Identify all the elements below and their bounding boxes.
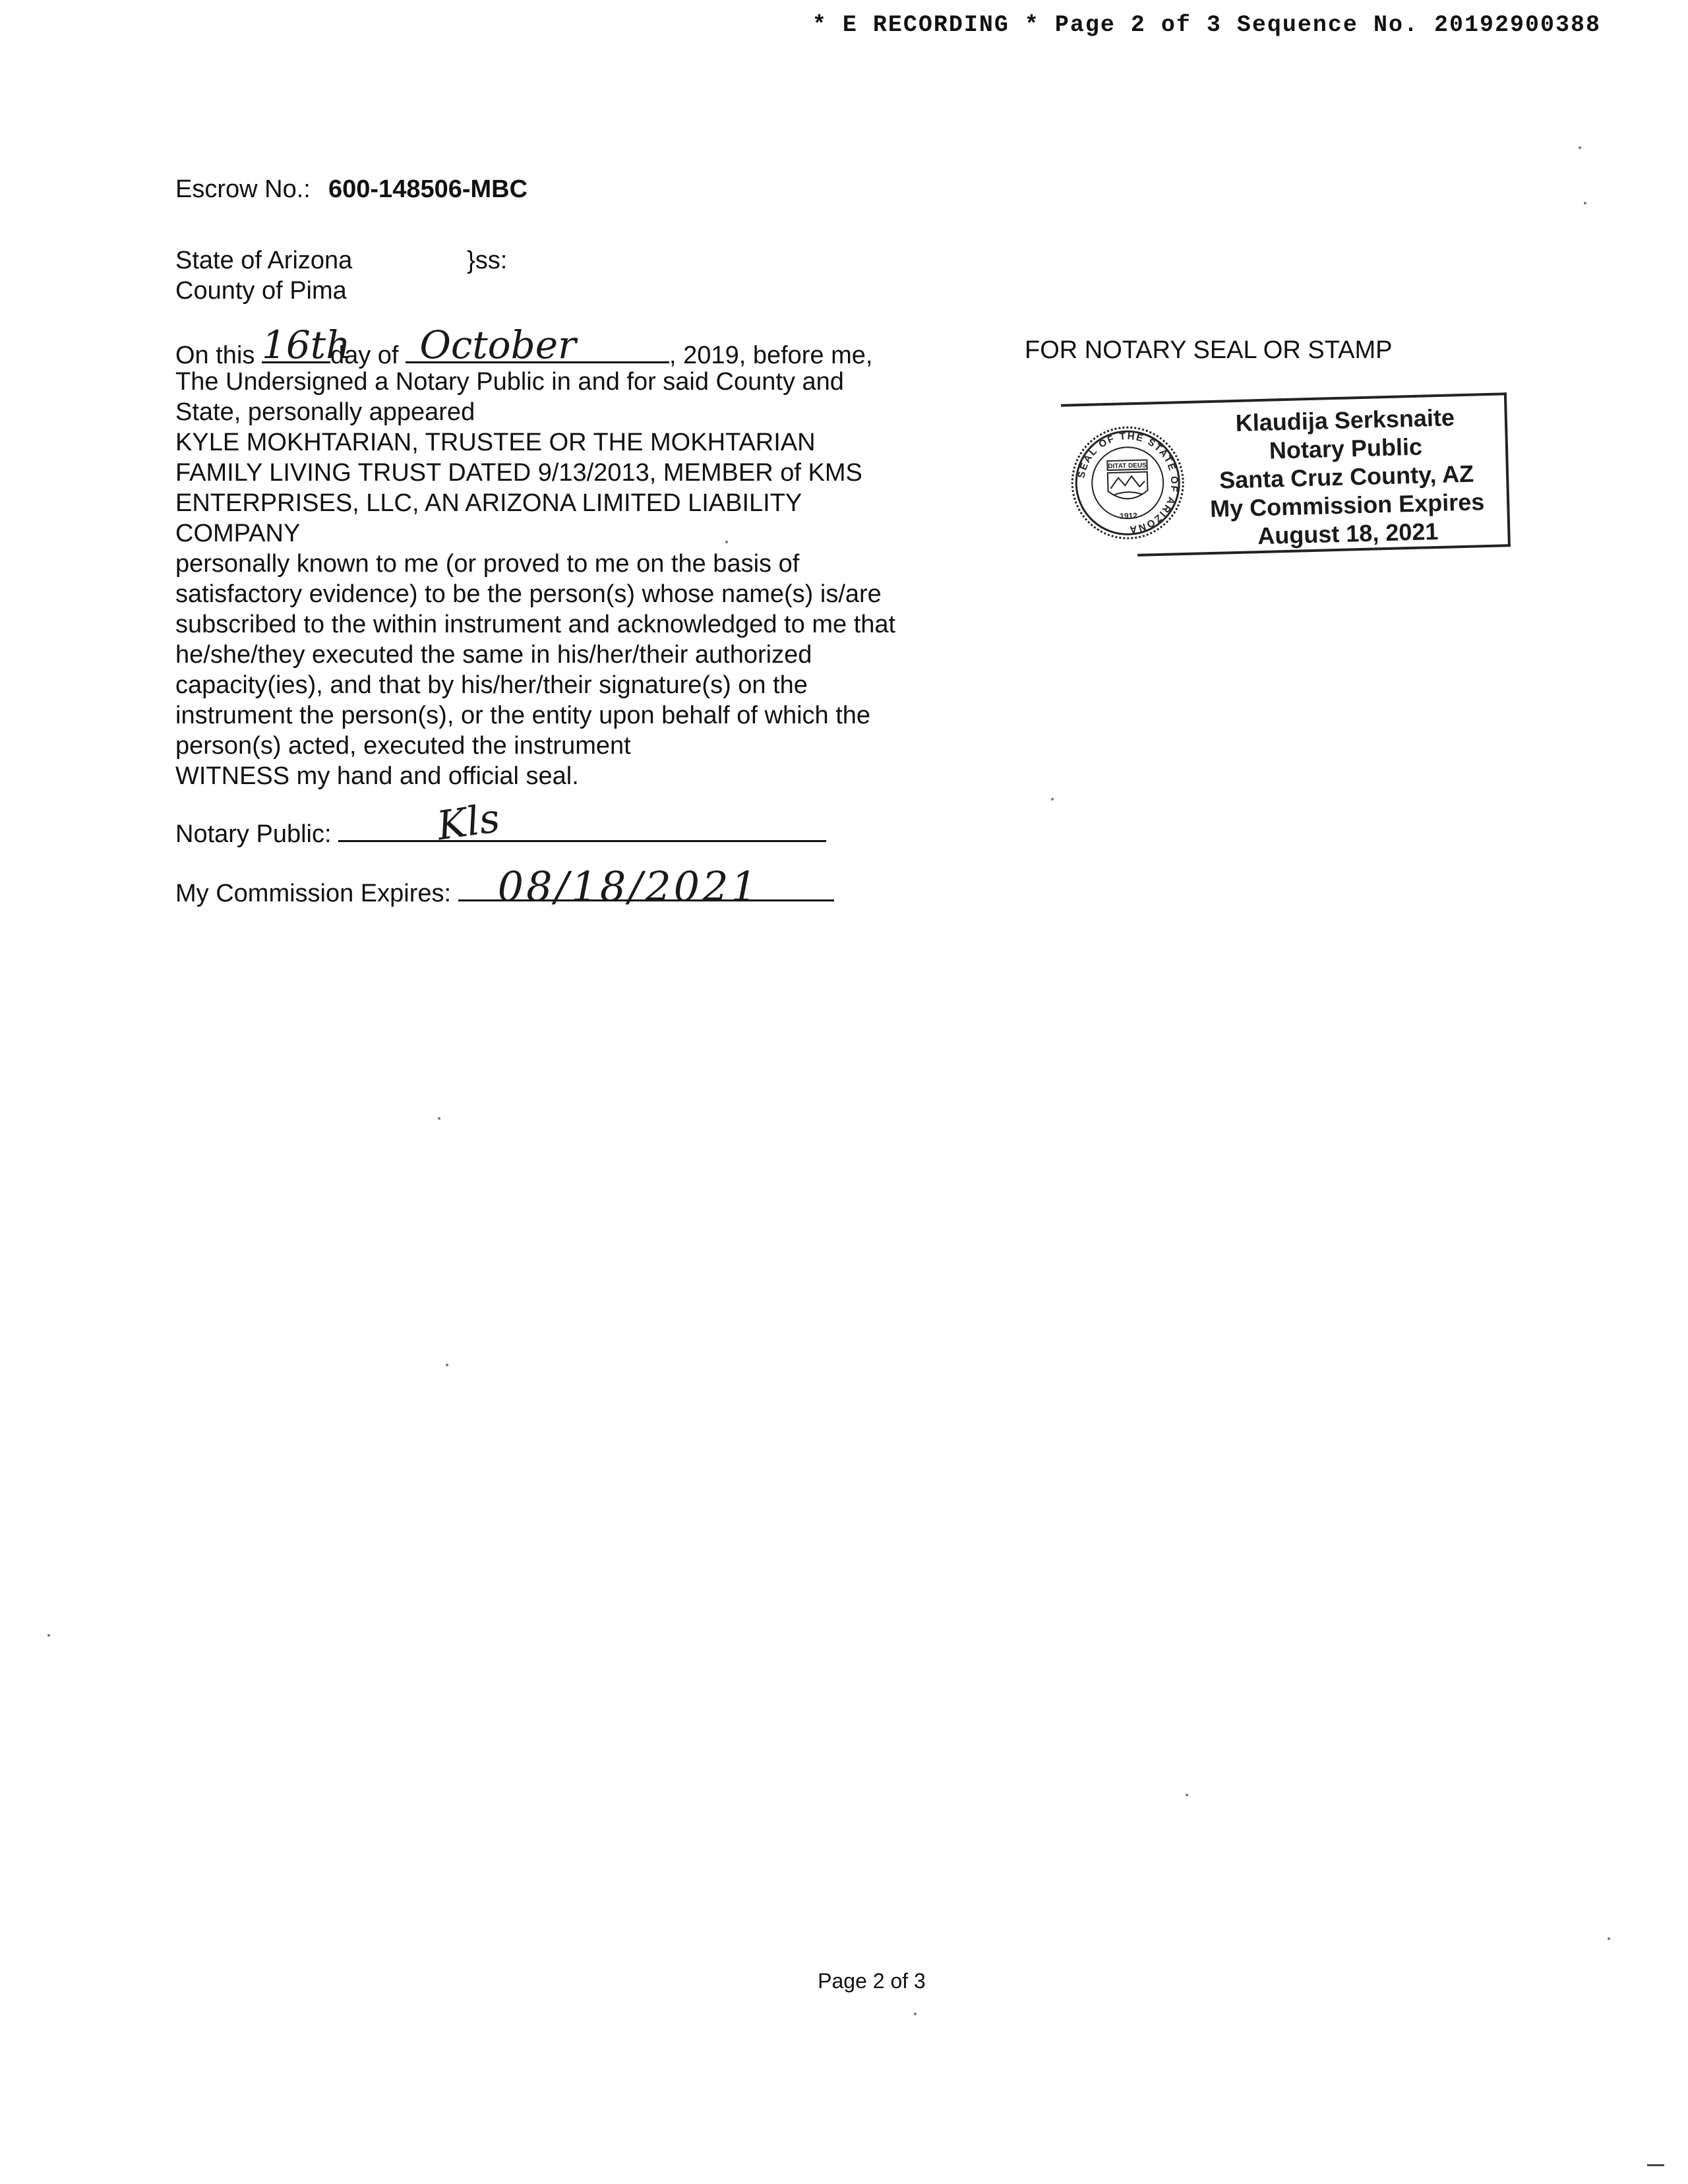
body-line: WITNESS my hand and official seal.	[175, 762, 579, 790]
scan-speck	[1584, 202, 1586, 204]
body-line: State, personally appeared	[175, 398, 475, 426]
body-line: personally known to me (or proved to me on the basis of	[175, 550, 800, 578]
month-blank	[406, 322, 669, 367]
body-line: satisfactory evidence) to be the person(s) whose name(s) is/are	[175, 580, 882, 608]
scan-speck	[914, 2013, 917, 2015]
scan-speck	[1051, 798, 1054, 801]
scan-speck	[725, 541, 728, 543]
recording-banner: * E RECORDING * Page 2 of 3 Sequence No. 20192900388	[812, 12, 1601, 38]
stamp-title: Notary Public	[1269, 433, 1423, 464]
escrow-label: Escrow No.:	[175, 175, 311, 203]
stamp-commission-date: August 18, 2021	[1257, 517, 1439, 550]
day-blank	[261, 322, 351, 367]
day-of-text: day of	[330, 342, 399, 369]
handwritten-month: October	[419, 322, 576, 367]
stamp-commission-label: My Commission Expires	[1209, 488, 1485, 523]
scan-speck	[1608, 1937, 1610, 1940]
scan-speck	[446, 1364, 448, 1366]
scan-speck	[47, 1634, 50, 1637]
body-line: FAMILY LIVING TRUST DATED 9/13/2013, MEMBER of KMS	[175, 459, 862, 487]
venue-state: State of Arizona	[175, 247, 353, 274]
venue-county: County of Pima	[175, 277, 347, 305]
body-line: subscribed to the within instrument and acknowledged to me that	[175, 611, 896, 638]
scan-speck	[1186, 1794, 1188, 1796]
year-text: , 2019, before me,	[669, 342, 873, 369]
seal-ring-text: SEAL OF THE STATE OF ARIZONA	[1075, 431, 1180, 535]
body-line: KYLE MOKHTARIAN, TRUSTEE OR THE MOKHTARIAN	[175, 429, 816, 456]
commission-blank	[458, 863, 834, 911]
scan-speck	[1579, 146, 1581, 149]
escrow-number: 600-148506-MBC	[328, 175, 528, 203]
body-line: The Undersigned a Notary Public in and for said County and	[175, 368, 844, 396]
notary-public-label: Notary Public:	[175, 820, 332, 848]
body-line: instrument the person(s), or the entity upon behalf of which the	[175, 702, 871, 729]
page-number: Page 2 of 3	[818, 1969, 926, 1993]
body-line: ENTERPRISES, LLC, AN ARIZONA LIMITED LIABILITY	[175, 489, 802, 517]
scan-speck	[438, 1117, 440, 1120]
notary-signature: Kls	[434, 795, 503, 850]
body-line: COMPANY	[175, 520, 301, 547]
on-this-text: On this	[175, 342, 255, 369]
seal-motto: DITAT DEUS	[1108, 462, 1147, 471]
acknowledgment-body	[175, 367, 953, 791]
notary-stamp	[1061, 392, 1511, 559]
stamp-text	[1193, 402, 1499, 552]
notary-signature-blank	[338, 795, 826, 850]
seal-year: 1912	[1119, 510, 1138, 521]
arizona-state-seal-icon	[1068, 423, 1188, 543]
body-line: capacity(ies), and that by his/her/their signature(s) on the	[175, 671, 808, 699]
commission-label: My Commission Expires:	[175, 880, 452, 907]
handwritten-day: 16th	[261, 322, 351, 367]
commission-expiry-line	[175, 863, 834, 911]
page-footer	[0, 1969, 1688, 1993]
body-line: person(s) acted, executed the instrument	[175, 732, 631, 760]
scan-mark	[1647, 2164, 1664, 2166]
body-line: he/she/they executed the same in his/her/their authorized	[175, 641, 812, 669]
venue-ss: }ss:	[467, 247, 508, 274]
acknowledgment-date-line	[175, 322, 873, 371]
seal-area-label: FOR NOTARY SEAL OR STAMP	[1025, 336, 1393, 364]
handwritten-commission-date: 08/18/2021	[497, 863, 760, 911]
notary-signature-line	[175, 795, 826, 850]
stamp-county: Santa Cruz County, AZ	[1219, 460, 1474, 494]
stamp-border	[1504, 392, 1511, 547]
stamp-notary-name: Klaudija Serksnaite	[1235, 404, 1455, 437]
